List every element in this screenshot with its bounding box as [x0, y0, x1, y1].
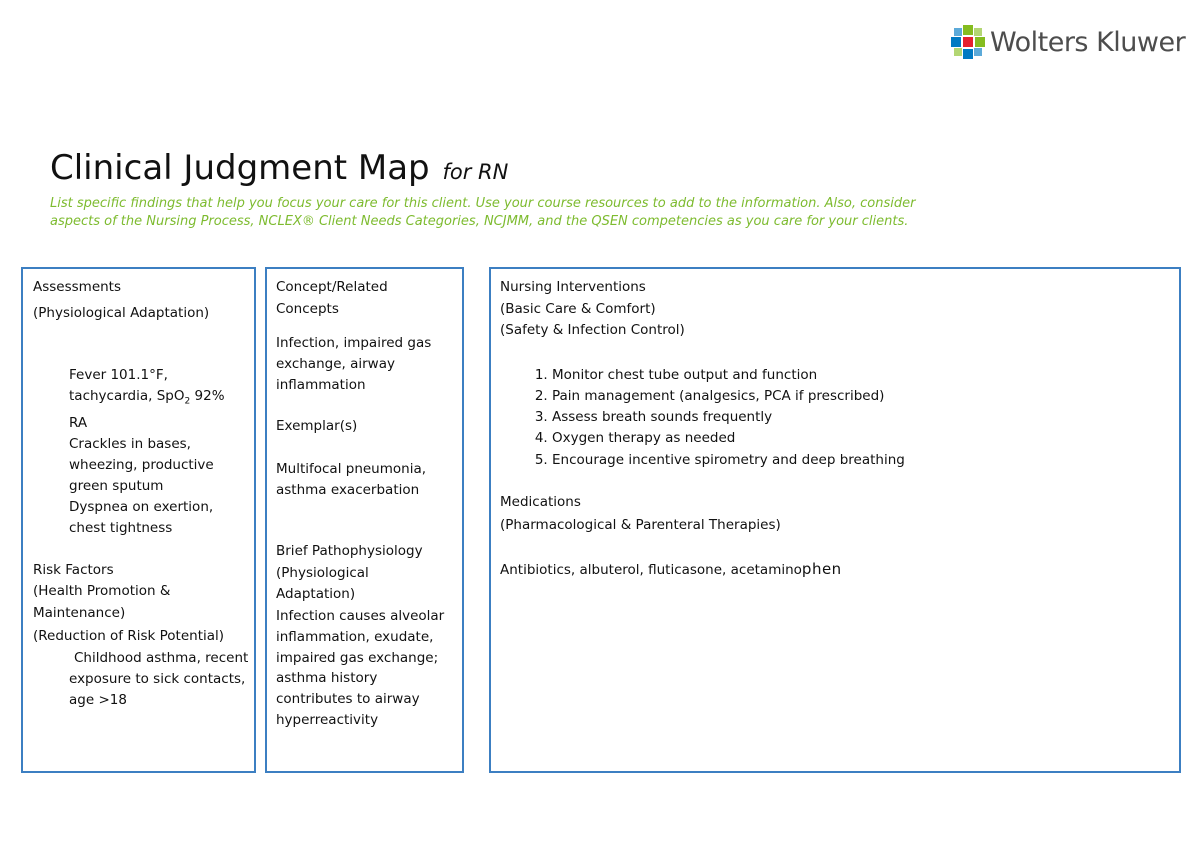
intervention-item: 5. Encourage incentive spirometry and deep breathing: [552, 450, 1169, 471]
page-title-main: Clinical Judgment Map: [50, 148, 430, 188]
page-title: [50, 148, 508, 188]
assessments-box: [21, 267, 256, 773]
concepts-heading: Concept/Related Concepts: [276, 279, 388, 317]
wolters-kluwer-logo-icon: [950, 24, 986, 60]
risk-factors-category-1: (Health Promotion & Maintenance): [33, 583, 171, 621]
assessment-finding-lungs: Crackles in bases, wheezing, productive green sputum: [69, 435, 214, 494]
assessments-category: (Physiological Adaptation): [33, 304, 210, 321]
risk-factors-heading: Risk Factors: [33, 561, 114, 578]
instructions-text: List specific findings that help you focus your care for this client. Use your course resources to add to the information. Also, consider aspects of the Nursing Process, NCLEX® Client Needs Categories, NCJMM, and the QSEN competencies as you care for your clients.: [50, 196, 916, 229]
medications-text: [500, 559, 1169, 582]
assessment-finding-dyspnea: Dyspnea on exertion, chest tightness: [69, 498, 214, 536]
risk-factors-items: Childhood asthma, recent exposure to sick contacts, age >18: [69, 649, 249, 708]
exemplar-text: Multifocal pneumonia, asthma exacerbation: [276, 460, 427, 498]
intervention-item: 3. Assess breath sounds frequently: [552, 407, 1169, 428]
medications-category: (Pharmacological & Parenteral Therapies): [500, 517, 781, 534]
interventions-category-2: (Safety & Infection Control): [500, 322, 685, 338]
medications-text-start: Antibiotics, albuterol, fluticasone, acetamino: [500, 561, 802, 578]
page-subtitle: for RN: [442, 160, 509, 184]
assessment-finding-vitals: [69, 365, 239, 434]
exemplar-heading: Exemplar(s): [276, 418, 358, 435]
interventions-category-1: (Basic Care & Comfort): [500, 300, 656, 317]
assessments-heading: Assessments: [33, 279, 122, 295]
assessment-finding-vitals-sub: 2: [184, 396, 191, 407]
medications-text-end: phen: [801, 559, 842, 578]
intervention-item: 2. Pain management (analgesics, PCA if prescribed): [552, 386, 1169, 407]
medications-heading: Medications: [500, 493, 581, 510]
pathophysiology-category: (Physiological Adaptation): [276, 564, 369, 603]
assessment-finding-vitals-text: Fever 101.1°F, tachycardia, SpO: [69, 367, 185, 404]
concepts-box: [265, 267, 464, 773]
wolters-kluwer-logo: [950, 24, 1185, 60]
intervention-item: 1. Monitor chest tube output and function: [552, 365, 1169, 386]
risk-factors-category-2: (Reduction of Risk Potential): [33, 628, 225, 645]
interventions-box: [489, 267, 1181, 773]
interventions-list: [500, 365, 1169, 471]
interventions-heading: Nursing Interventions: [500, 279, 646, 295]
concepts-text: Infection, impaired gas exchange, airway inflammation: [276, 335, 432, 393]
brand-name: Wolters Kluwer: [990, 26, 1186, 58]
pathophysiology-text: Infection causes alveolar inflammation, exudate, impaired gas exchange; asthma history contributes to airway hyperreactivity: [276, 607, 445, 728]
intervention-item: 4. Oxygen therapy as needed: [552, 428, 1169, 449]
assessment-finding-vitals-tail: 92% RA: [69, 388, 225, 431]
pathophysiology-heading: Brief Pathophysiology: [276, 543, 423, 560]
